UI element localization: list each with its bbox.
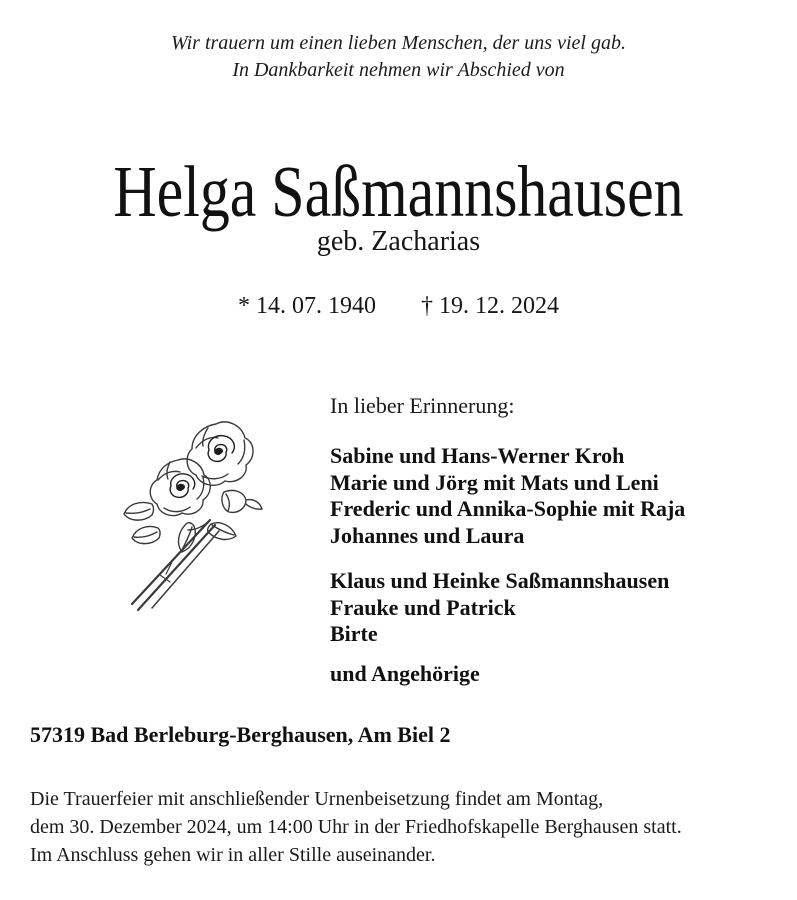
intro-text xyxy=(0,30,797,84)
mourner-line: Klaus und Heinke Saßmannshausen xyxy=(330,568,670,593)
death-date: † 19. 12. 2024 xyxy=(421,293,559,319)
mourner-line: Frauke und Patrick xyxy=(330,594,516,620)
mourner-line: Frederic und Annika-Sophie mit Raja xyxy=(330,496,686,521)
memorial-closing: und Angehörige xyxy=(330,660,480,686)
intro-line-1: Wir trauern um einen lieben Menschen, der uns viel gab. xyxy=(171,32,626,54)
funeral-line-2: dem 30. Dezember 2024, um 14:00 Uhr in der Friedhofskapelle Berghausen statt. xyxy=(30,816,682,838)
mourner-line: Marie und Jörg mit Mats und Leni xyxy=(330,469,659,495)
maiden-name: geb. Zacharias xyxy=(316,226,481,257)
funeral-line-3: Im Anschluss gehen wir in aller Stille auseinander. xyxy=(30,844,436,866)
deceased-name: Helga Saßmannshausen xyxy=(113,151,684,232)
memorial-section xyxy=(330,393,770,687)
mourner-line: Sabine und Hans-Werner Kroh xyxy=(330,443,625,468)
mourner-line: Birte xyxy=(330,621,378,646)
funeral-info xyxy=(30,785,790,869)
mourner-line: Johannes und Laura xyxy=(330,522,525,548)
mourners-group-2 xyxy=(330,568,770,648)
address-line: 57319 Bad Berleburg-Berghausen, Am Biel 2 xyxy=(30,722,451,747)
mourners-group-1 xyxy=(330,443,770,549)
funeral-line-1: Die Trauerfeier mit anschließender Urnenbeisetzung findet am Montag, xyxy=(30,788,604,810)
life-dates xyxy=(0,293,797,320)
intro-line-2: In Dankbarkeit nehmen wir Abschied von xyxy=(232,59,565,81)
birth-date: * 14. 07. 1940 xyxy=(238,293,376,319)
memorial-heading: In lieber Erinnerung: xyxy=(330,393,515,418)
two-roses-icon xyxy=(112,412,272,622)
